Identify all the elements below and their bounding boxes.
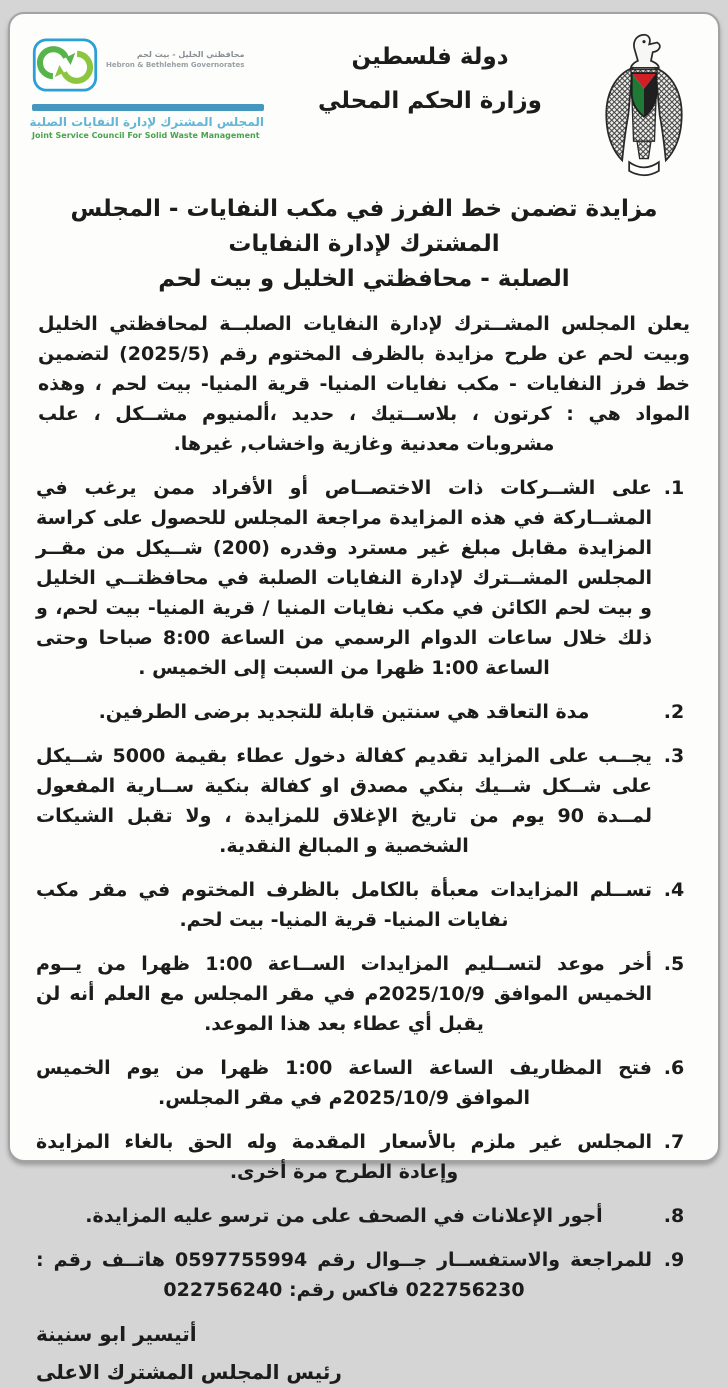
intro-paragraph: يعلن المجلس المشــترك لإدارة النفايات الصلبــة لمحافظتي الخليل وبيت لحم عن طرح مزايدة بالظرف المختوم رقم (2025/5) لتضمين خط فرز النفايات - مكب نفايات المنيا- قرية المنيا- بيت لحم ، وهذه المواد هي : كرتون ، بلاســتيك ، حديد ،ألمنيوم مشــكل ، علب مشروبات معدنية وغازية واخشاب, غيرها. [38, 313, 690, 455]
announcement-title-line1: مزايدة تضمن خط الفرز في مكب النفايات - المجلس المشترك لإدارة النفايات [70, 196, 658, 257]
recycle-arrows-icon [32, 38, 98, 96]
logo-governorates-en: Hebron & Bethlehem Governorates [106, 61, 245, 69]
header [29, 24, 696, 192]
term-number: 9. [663, 1249, 685, 1271]
term-number: 6. [663, 1057, 685, 1079]
term-number: 3. [663, 745, 685, 767]
logo-governorates-ar: محافظتي الخليل - بيت لحم [136, 50, 245, 59]
term-text: مدة التعاقد هي سنتين قابلة للتجديد برضى الطرفين. [98, 701, 590, 723]
term-item-9 [32, 1245, 696, 1305]
state-name: دولة فلسطين [351, 44, 509, 70]
ministry-name: وزارة الحكم المحلي [318, 88, 542, 114]
palestine-emblem-icon [596, 28, 696, 192]
term-number: 8. [663, 1205, 685, 1227]
term-item-4 [32, 875, 696, 935]
term-item-7 [32, 1127, 696, 1187]
term-text: على الشــركات ذات الاختصــاص أو الأفراد ممن يرغب في المشــاركة في هذه المزايدة مراجعة المجلس للحصول على كراسة المزايدة مقابل مبلغ غير مسترد وقدره (200) شــيكل من مقــر المجلس المشــترك لإدارة النفايات الصلبة في محافظتــي الخليل و بيت لحم الكائن في مكب نفايات المنيا / قرية المنيا- بيت لحم، و ذلك خلال ساعات الدوام الرسمي من الساعة 8:00 صباحا وحتى الساعة 1:00 ظهرا من السبت إلى الخميس . [36, 477, 652, 679]
logo-divider-bar [32, 104, 264, 111]
term-number: 2. [663, 701, 685, 723]
logo-council-ar: المجلس المشترك لإدارة النفايات الصلبة [29, 115, 264, 129]
council-logo-block [29, 24, 264, 140]
signatory-title: رئيس المجلس المشترك الاعلى [36, 1360, 342, 1384]
signature-block [32, 1319, 696, 1387]
term-item-5 [32, 949, 696, 1039]
term-text: فتح المظاريف الساعة الساعة 1:00 ظهرا من يوم الخميس الموافق 2025/10/9م في مقر المجلس. [36, 1057, 652, 1109]
term-text: تســلم المزايدات معبأة بالكامل بالظرف المختوم في مقر مكب نفايات المنيا- قرية المنيا- بيت لحم. [36, 879, 652, 931]
header-center [264, 24, 596, 114]
term-text: أجور الإعلانات في الصحف على من ترسو عليه المزايدة. [85, 1205, 603, 1227]
term-item-6 [32, 1053, 696, 1113]
signatory-name: أتيسير ابو سنينة [36, 1322, 197, 1346]
logo-governorates [106, 38, 244, 69]
term-number: 1. [663, 477, 685, 499]
term-item-3 [32, 741, 696, 861]
term-item-8 [32, 1201, 696, 1231]
term-item-2 [32, 697, 696, 727]
term-item-1 [32, 473, 696, 683]
term-number: 5. [663, 953, 685, 975]
announcement-title [32, 192, 696, 297]
term-text: للمراجعة والاستفســار جــوال رقم 0597755994 هاتــف رقم : 022756230 فاكس رقم: 022756240 [36, 1249, 652, 1301]
term-text: أخر موعد لتســليم المزايدات الســاعة 1:00 ظهرا من يــوم الخميس الموافق 2025/10/9م في مقر المجلس مع العلم أنه لن يقبل أي عطاء بعد هذا الموعد. [36, 953, 653, 1035]
term-number: 4. [663, 879, 685, 901]
logo-council-en: Joint Service Council For Solid Waste Management [32, 131, 260, 140]
term-text: يجــب على المزايد تقديم كفالة دخول عطاء بقيمة 5000 شــيكل على شــكل شــيك بنكي مصدق او كفالة بنكية ســارية المفعول لمــدة 90 يوم من تاريخ الإغلاق للمزايدة ، ولا تقبل الشيكات الشخصية و المبالغ النقدية. [36, 745, 653, 857]
term-number: 7. [663, 1131, 685, 1153]
announcement-card [8, 12, 720, 1384]
announcement-title-line2: الصلبة - محافظتي الخليل و بيت لحم [158, 266, 570, 292]
term-text: المجلس غير ملزم بالأسعار المقدمة وله الحق بالغاء المزايدة وإعادة الطرح مرة أخرى. [36, 1131, 652, 1183]
terms-list [32, 473, 696, 1305]
